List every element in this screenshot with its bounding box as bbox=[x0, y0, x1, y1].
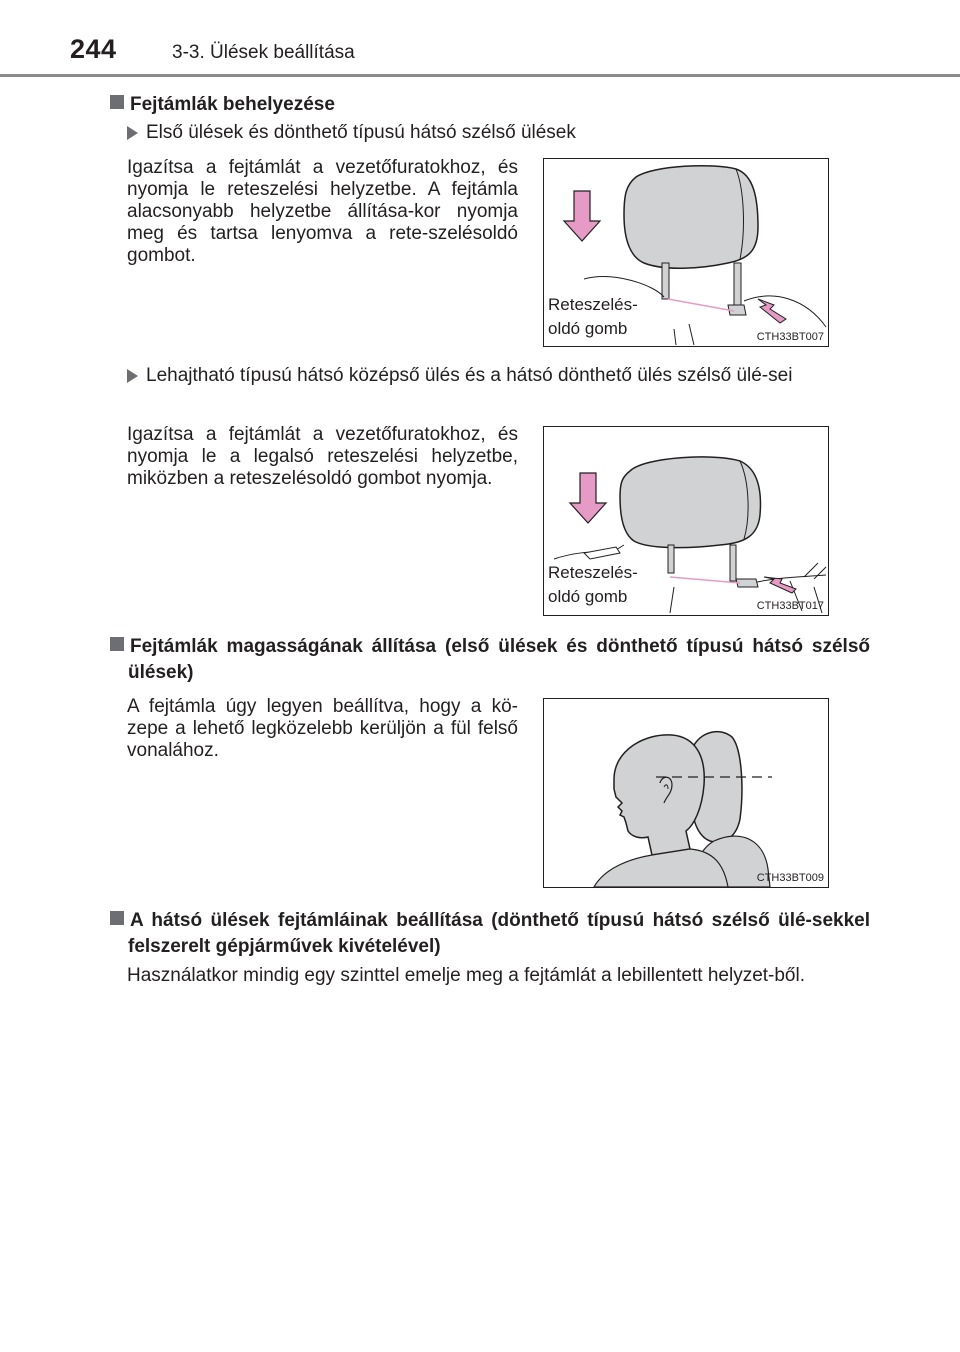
chapter-title: 3-3. Ülések beállítása bbox=[172, 42, 355, 63]
page-number: 244 bbox=[70, 34, 117, 64]
head-position-illustration bbox=[544, 699, 828, 887]
figure-headrest-front bbox=[543, 158, 829, 347]
section-heading-height-adjust: Fejtámlák magasságának állítása (első ülések és dönthető típusú hátsó szélső ülések) bbox=[110, 634, 870, 686]
instruction-text: Igazítsa a fejtámlát a vezetőfuratokhoz, és nyomja le a legalsó reteszelési helyzetbe, miközben a reteszelésoldó gombot nyomja. bbox=[127, 424, 518, 489]
release-button-label: Reteszelés- oldó gomb bbox=[548, 295, 638, 338]
section-heading-rear-adjust: A hátsó ülések fejtámláinak beállítása (dönthető típusú hátsó szélső ülé-sekkel felszerelt gépjárművek kivételével) bbox=[110, 908, 870, 960]
figure-code: CTH33BT009 bbox=[756, 872, 824, 884]
instruction-text: Igazítsa a fejtámlát a vezetőfuratokhoz, és nyomja le reteszelési helyzetbe. A fejtámla alacsonyabb helyzetbe állítása-kor nyomja meg és tartsa lenyomva a rete-szelésoldó gombot. bbox=[127, 157, 518, 266]
figure-code: CTH33BT007 bbox=[756, 331, 824, 343]
figure-headrest-rear bbox=[543, 426, 829, 616]
subsection-rear-middle-seats: Lehajtható típusú hátsó középső ülés és a hátsó dönthető ülés szélső ülé-sei bbox=[127, 363, 847, 389]
section-bullet-icon bbox=[110, 637, 124, 651]
section-bullet-icon bbox=[110, 95, 124, 109]
header-divider bbox=[0, 74, 960, 77]
figure-code: CTH33BT017 bbox=[756, 600, 824, 612]
instruction-text: A fejtámla úgy legyen beállítva, hogy a kö-zepe a lehető legközelebb kerüljön a fül felső vonalához. bbox=[127, 696, 518, 761]
triangle-bullet-icon bbox=[127, 126, 138, 140]
subsection-front-seats: Első ülések és dönthető típusú hátsó szélső ülések bbox=[127, 120, 847, 146]
figure-head-position bbox=[543, 698, 829, 888]
triangle-bullet-icon bbox=[127, 369, 138, 383]
section-heading-insert: Fejtámlák behelyezése bbox=[110, 92, 850, 118]
instruction-text: Használatkor mindig egy szinttel emelje meg a fejtámlát a lebillentett helyzet-ből. bbox=[127, 965, 805, 986]
section-bullet-icon bbox=[110, 911, 124, 925]
release-button-label: Reteszelés- oldó gomb bbox=[548, 563, 638, 606]
page-header bbox=[0, 0, 960, 80]
